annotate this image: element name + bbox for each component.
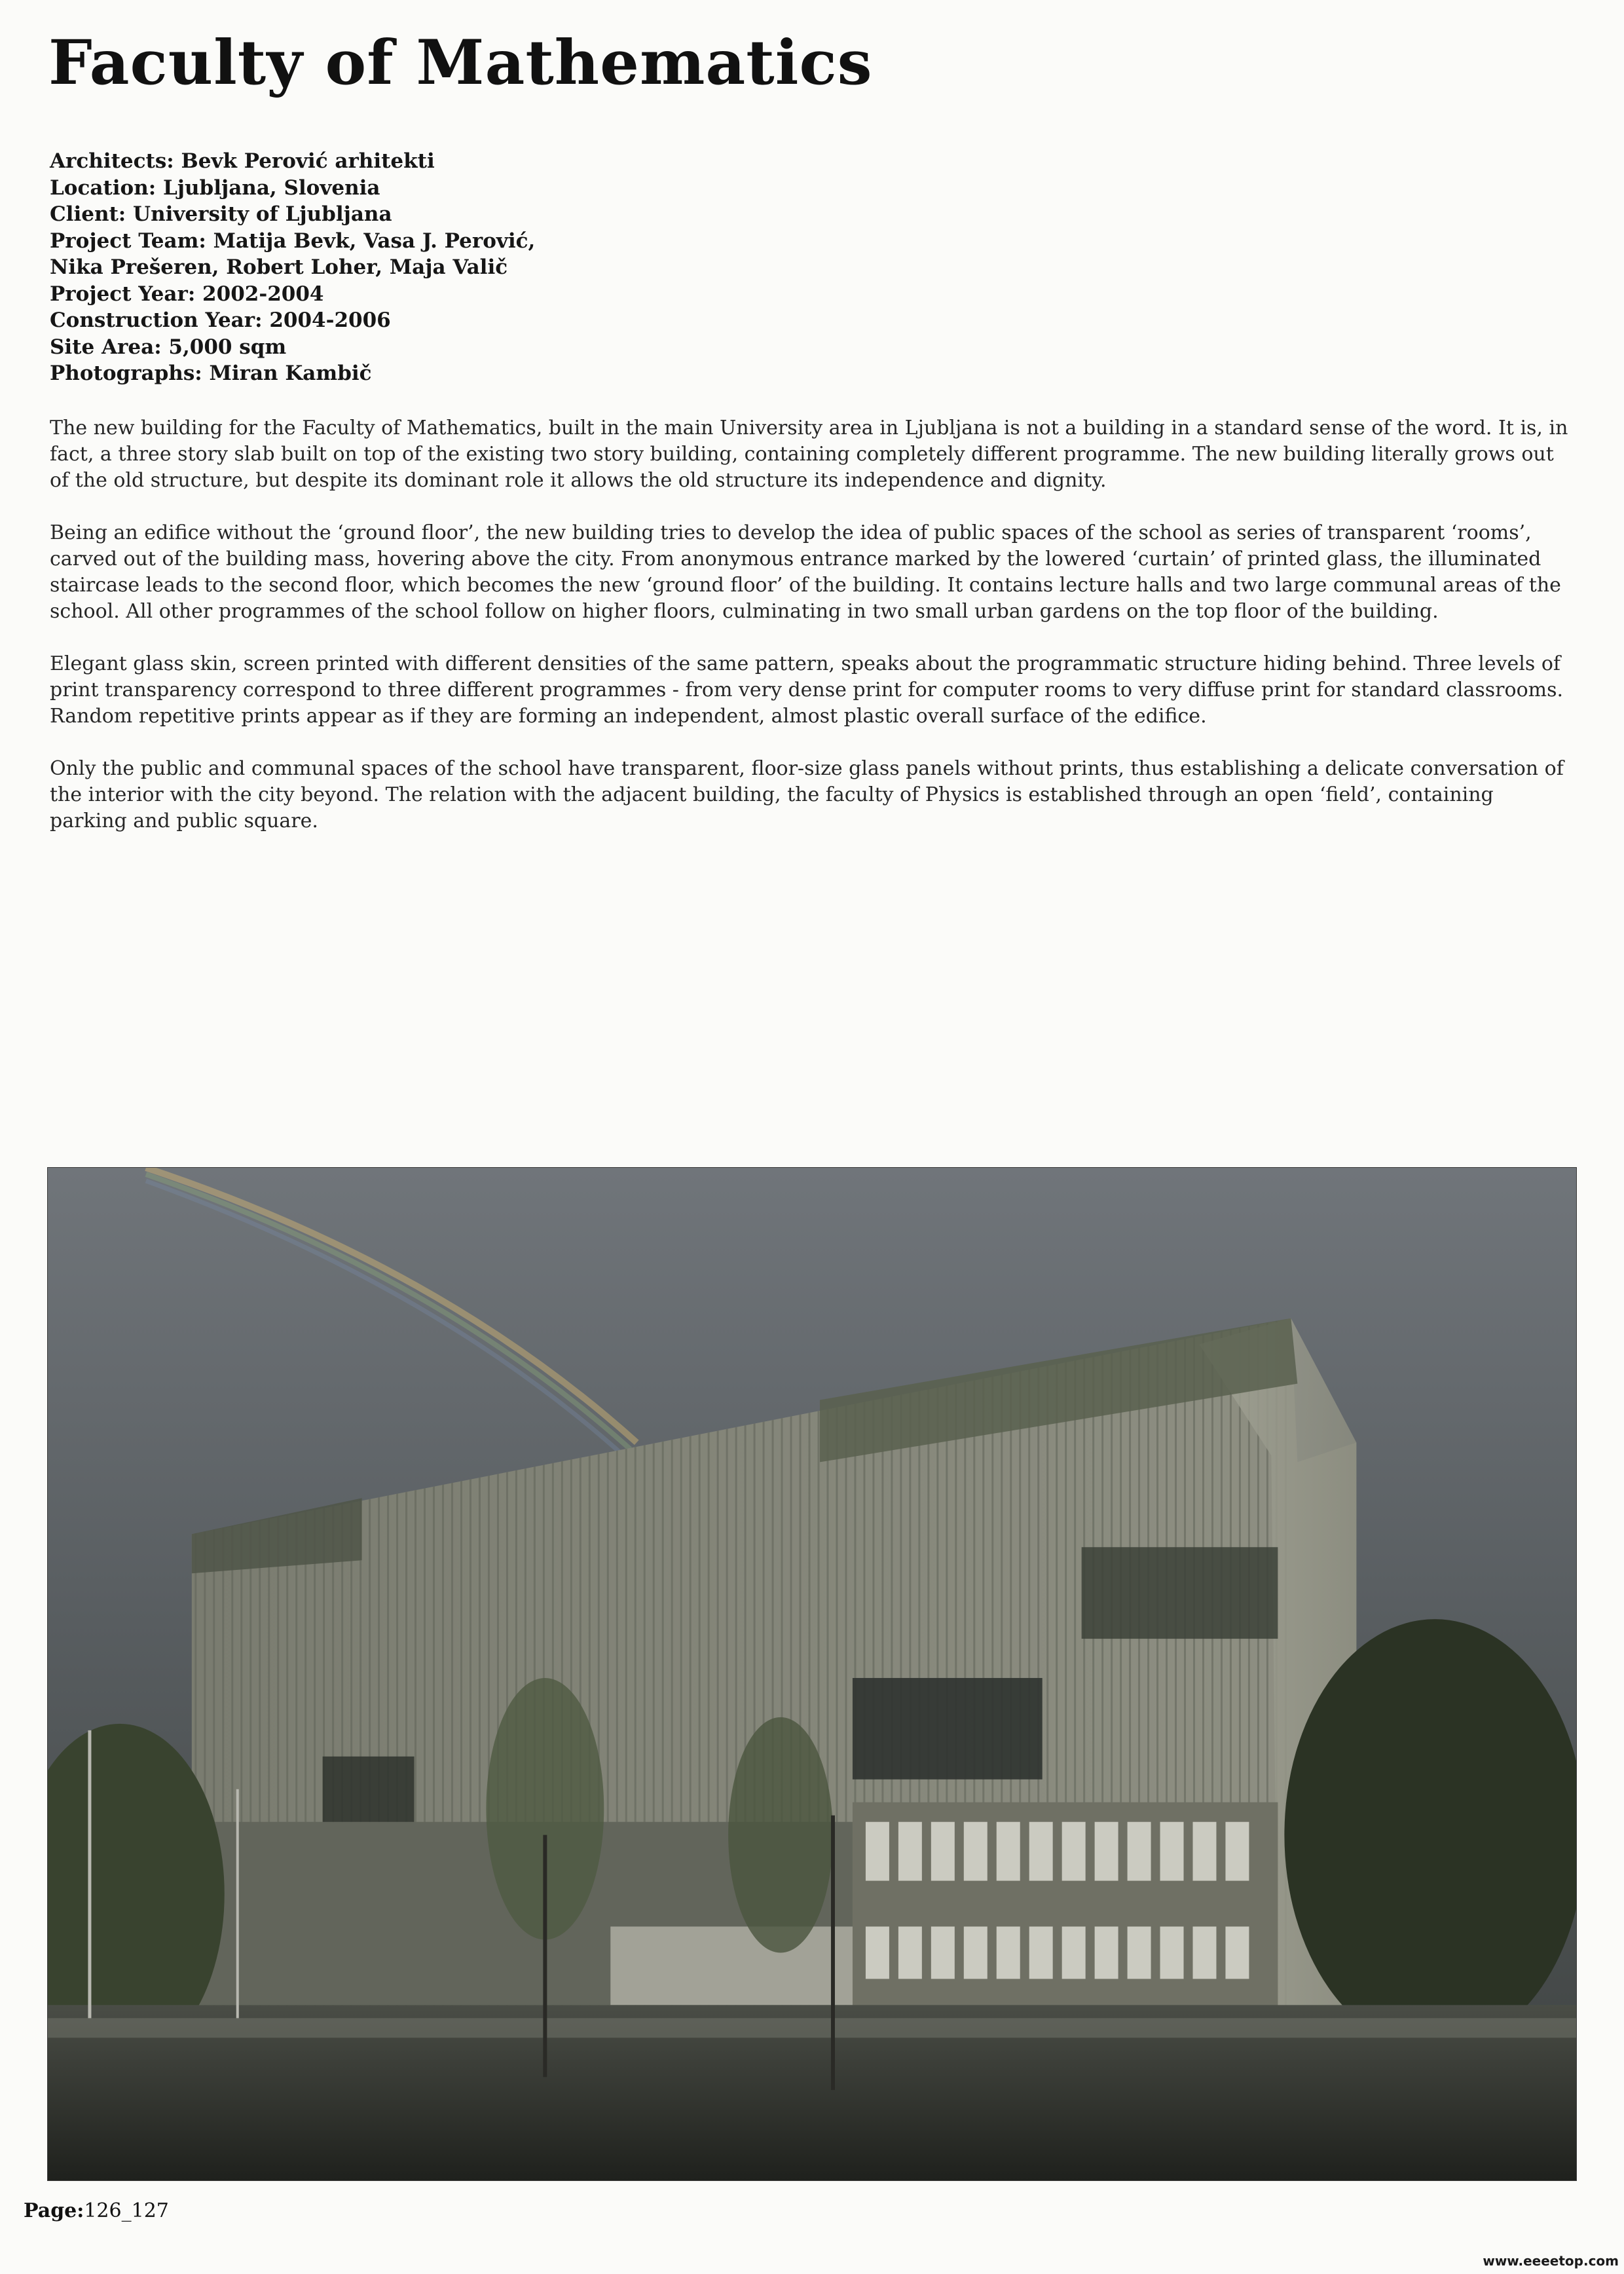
page-label-number: 126_127 [84, 2199, 169, 2222]
paragraph-3: Elegant glass skin, screen printed with different densities of the same pattern, speaks about the programmatic structure hiding behind. Three levels of print transparency correspond to three different programmes - from very dense print for computer rooms to very diffuse print for standard classrooms. Random repetitive prints appear as if they are forming an independent, almost plastic overall surface of the edifice. [50, 652, 1564, 728]
credit-project-team: Project Team: Matija Bevk, Vasa J. Perović, [50, 229, 536, 253]
building-photograph [47, 1167, 1577, 2181]
paragraph-4: Only the public and communal spaces of the school have transparent, floor-size glass panels without prints, thus establishing a delicate conversation of the interior with the city beyond. The relation with the adjacent building, the faculty of Physics is established through an open ‘field’, containing parking and public square. [50, 757, 1564, 832]
building-photograph-illustration [48, 1168, 1576, 2180]
credit-project-team-cont: Nika Prešeren, Robert Loher, Maja Valič [50, 255, 508, 279]
page-number [24, 2198, 169, 2224]
page-title: Faculty of Mathematics [48, 27, 873, 99]
project-credits [50, 148, 836, 387]
credit-construction-year: Construction Year: 2004-2006 [50, 308, 391, 332]
credit-project-year: Project Year: 2002-2004 [50, 282, 324, 306]
page-label-prefix: Page: [24, 2199, 84, 2222]
paragraph-1: The new building for the Faculty of Mathematics, built in the main University area in Ljubljana is not a building in a standard sense of the word. It is, in fact, a three story slab built on top of the existing two story building, containing completely different programme. The new building literally grows out of the old structure, but despite its dominant role it allows the old structure its independence and dignity. [50, 417, 1568, 492]
credit-photographs: Photographs: Miran Kambič [50, 362, 372, 385]
watermark-url: www.eeeetop.com [1483, 2253, 1619, 2269]
credit-site-area: Site Area: 5,000 sqm [50, 335, 287, 359]
credit-location: Location: Ljubljana, Slovenia [50, 176, 380, 200]
credit-client: Client: University of Ljubljana [50, 202, 392, 226]
paragraph-2: Being an edifice without the ‘ground floor’, the new building tries to develop the idea of public spaces of the school as series of transparent ‘rooms’, carved out of the building mass, hovering above the city. From anonymous entrance marked by the lowered ‘curtain’ of printed glass, the illuminated staircase leads to the second floor, which becomes the new ‘ground floor’ of the building. It contains lecture halls and two large communal areas of the school. All other programmes of the school follow on higher floors, culminating in two small urban gardens on the top floor of the building. [50, 521, 1561, 623]
credit-architects: Architects: Bevk Perović arhitekti [50, 149, 435, 173]
description-text [50, 415, 1576, 861]
